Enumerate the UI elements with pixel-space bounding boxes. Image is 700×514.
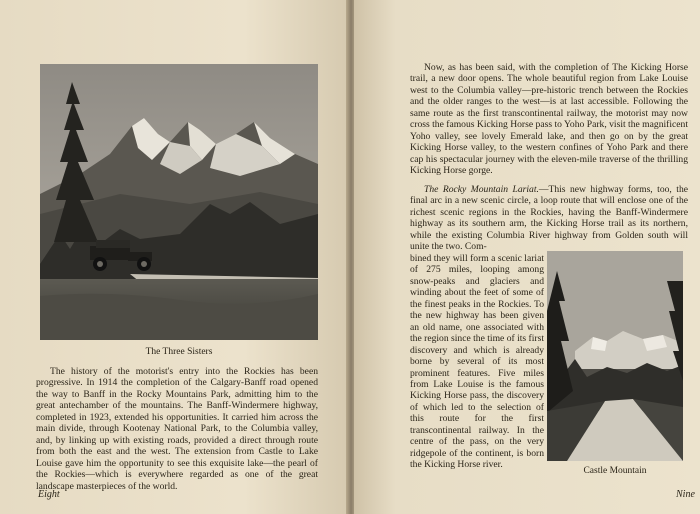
castle-mountain-photo — [547, 251, 683, 461]
right-page — [354, 0, 700, 514]
lariat-wrap-text — [410, 253, 544, 471]
lariat-text: —This new highway forms, too, the final arc in a new scenic circle, a loop route that will enclose one of the richest scenic regions in the Rockies, having the Banff-Windermere highway as its southern arm, the Kicking Horse trail as its northern, while the existing Columbia River highway from Golden south will unite the two. Com- — [410, 184, 688, 253]
castle-mountain-caption: Castle Mountain — [583, 466, 647, 476]
right-paragraph-1 — [410, 62, 688, 177]
kicking-horse-paragraph: Now, as has been said, with the completion of The Kicking Horse trail, a new door opens. The whole beautiful region from Lake Louise west to the Columbia valley—pre-historic trench between the Rockies and the older ranges to the west—is at last accessible. Following the same route as the first transcontinental railway, the motorist may now cross the famous Kicking Horse pass to Yoho Park, visit the magnificent Yoho valley, see lovely Emerald lake, and then go on by the great Kicking Horse valley, to the western confines of Yoho Park and there cap his spectacular journey with the eleven-mile traverse of the thrilling Kicking Horse gorge. — [410, 62, 688, 177]
history-paragraph: The history of the motorist's entry into the Rockies has been progressive. In 1914 the completion of the Calgary-Banff road opened the way to Banff in the Rocky Mountains Park, admitting him to the great antechamber of the mountains. The Banff-Windermere highway, completed in 1923, extended his opportunities. It carried him across the main divide, through Kootenay National Park, to the Columbia valley, and, by linking up with existing roads, provided a direct through route from both the east and the west. The extension from Castle to Lake Louise gave him the opportunity to see this exquisite lake—the pearl of the Rockies—which is everywhere regarded as one of the great landscape masterpieces of the world. — [36, 366, 318, 492]
right-paragraph-2 — [410, 184, 688, 253]
castle-mountain-illustration — [547, 251, 683, 461]
page-number-right: Nine — [676, 489, 695, 500]
three-sisters-illustration — [40, 64, 318, 340]
left-page-paragraph — [36, 366, 318, 492]
page-number-left: Eight — [38, 489, 60, 500]
lariat-paragraph-head — [410, 184, 688, 253]
three-sisters-photo — [40, 64, 318, 340]
three-sisters-caption: The Three Sisters — [145, 347, 213, 357]
left-page — [0, 0, 348, 514]
lariat-heading: The Rocky Mountain Lariat. — [424, 184, 539, 195]
lariat-continued: bined they will form a scenic lariat of 275 miles, looping among snow-peaks and glaciers and winding about the feet of some of the finest peaks in the Rockies. To the new highway has been given an old name, one associated with the region since the time of its first discovery and which is already borne by several of its most prominent features. Five miles from Lake Louise is the famous Kicking Horse pass, the discovery of which led to the selection of this route for the first transcontinental railway. In the centre of the pass, on the very ridgepole of the continent, is born the Kicking Horse river. — [410, 253, 545, 471]
